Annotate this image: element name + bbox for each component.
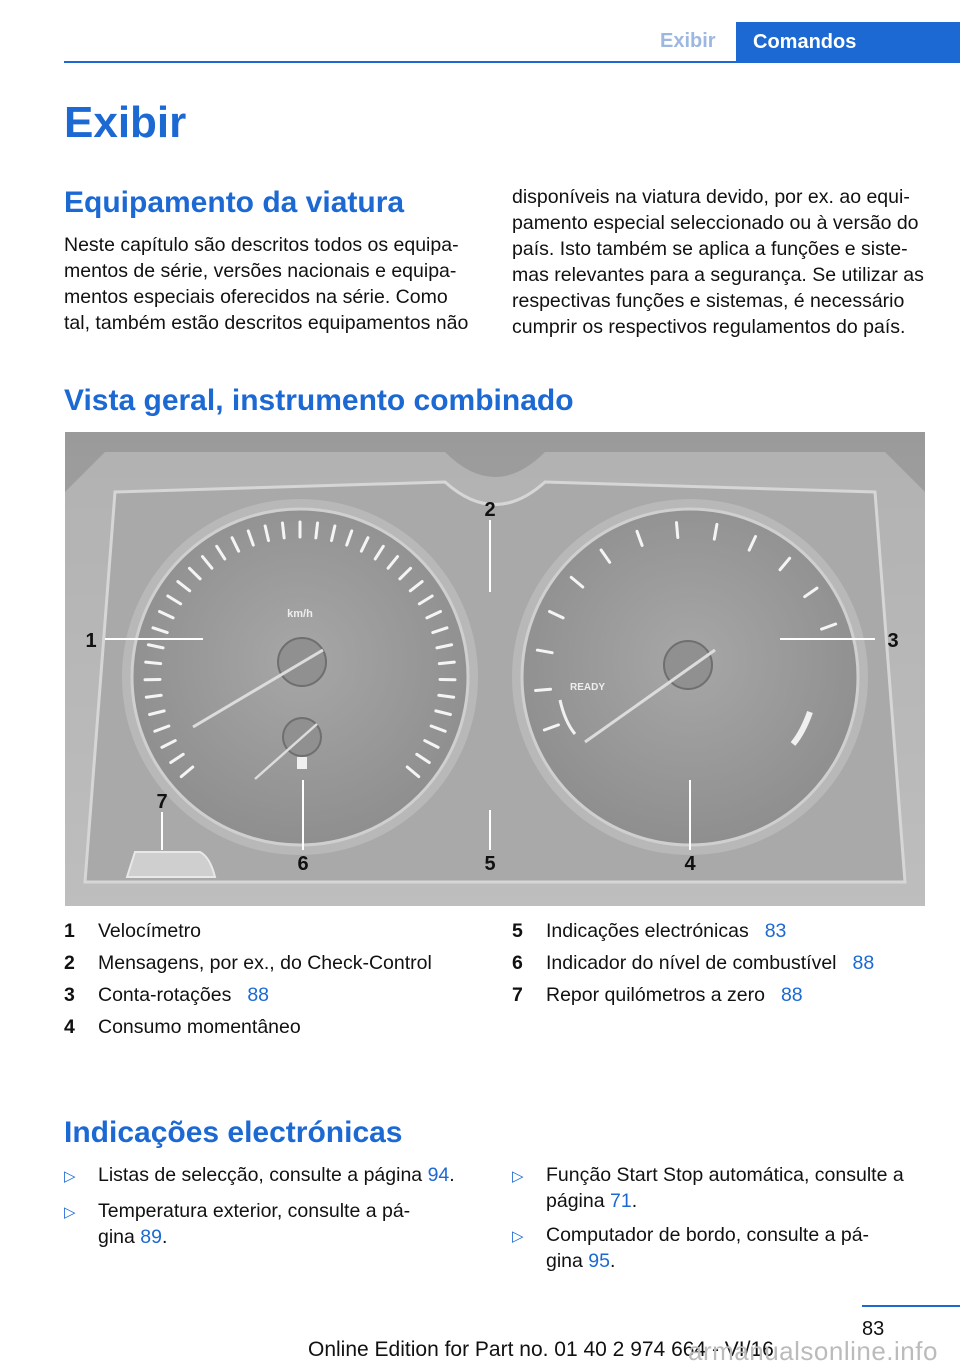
triangle-bullet-icon: ▷ bbox=[64, 1162, 98, 1190]
legend-text: Velocímetro bbox=[98, 915, 201, 947]
tab-comandos-label: Comandos bbox=[753, 31, 856, 53]
legend-item bbox=[64, 979, 484, 1011]
legend-text: Consumo momentâneo bbox=[98, 1011, 301, 1043]
callout-3: 3 bbox=[887, 630, 898, 652]
legend-num: 1 bbox=[64, 915, 98, 947]
text-line: mas relevantes para a segurança. Se utilizar as bbox=[512, 262, 942, 288]
legend-num: 4 bbox=[64, 1011, 98, 1043]
text-line: mentos especiais oferecidos na série. Como bbox=[64, 284, 484, 310]
page-ref-link[interactable]: 88 bbox=[781, 979, 803, 1011]
bullet-suffix: . bbox=[449, 1164, 454, 1186]
header-rule bbox=[64, 61, 960, 63]
triangle-bullet-icon: ▷ bbox=[512, 1222, 546, 1274]
legend-item bbox=[512, 947, 942, 979]
legend-item bbox=[64, 915, 484, 947]
page-title: Exibir bbox=[64, 98, 186, 148]
callout-6: 6 bbox=[297, 853, 308, 875]
text-line: Neste capítulo são descritos todos os equipa- bbox=[64, 232, 484, 258]
intro-column-1 bbox=[64, 232, 484, 336]
page-ref-link[interactable]: 88 bbox=[247, 979, 269, 1011]
gauge-tick bbox=[282, 523, 284, 538]
gauge-tick bbox=[439, 662, 454, 663]
bullet-text: Função Start Stop automática, consulte a bbox=[546, 1164, 904, 1186]
callout-4: 4 bbox=[684, 853, 696, 875]
page-number: 83 bbox=[862, 1318, 884, 1341]
text-line: respectivas funções e sistemas, é necessário bbox=[512, 288, 942, 314]
list-item bbox=[512, 1162, 942, 1214]
text-line: mentos de série, versões nacionais e equipa- bbox=[64, 258, 484, 284]
text-line: tal, também estão descritos equipamentos não bbox=[64, 310, 484, 336]
legend-left bbox=[64, 915, 484, 1043]
legend-item bbox=[64, 1011, 484, 1043]
page-ref-link[interactable]: 89 bbox=[140, 1226, 162, 1248]
legend-num: 5 bbox=[512, 915, 546, 947]
instrument-cluster-figure bbox=[65, 432, 925, 906]
legend-item bbox=[512, 915, 942, 947]
legend-text: Mensagens, por ex., do Check-Control bbox=[98, 947, 432, 979]
bullet-text: Temperatura exterior, consulte a pá- bbox=[98, 1200, 410, 1222]
footer-rule bbox=[862, 1305, 960, 1307]
legend-num: 6 bbox=[512, 947, 546, 979]
gauge-tick bbox=[146, 695, 161, 697]
legend-item bbox=[64, 947, 484, 979]
gauge-tick bbox=[439, 695, 454, 697]
bullets-right bbox=[512, 1162, 942, 1282]
gauge-tick bbox=[536, 689, 551, 690]
watermark: armanualsonline.info bbox=[688, 1336, 938, 1367]
bullet-suffix: . bbox=[632, 1190, 637, 1212]
legend-num: 7 bbox=[512, 979, 546, 1011]
gauge-tick bbox=[146, 662, 161, 663]
legend-item bbox=[512, 979, 942, 1011]
intro-column-2 bbox=[512, 184, 942, 340]
list-item bbox=[64, 1162, 484, 1190]
callout-2: 2 bbox=[484, 499, 495, 521]
ready-label: READY bbox=[570, 682, 605, 693]
legend-text: Indicador do nível de combustível bbox=[546, 947, 837, 979]
gauge-tick bbox=[676, 523, 677, 538]
heading-vista-geral: Vista geral, instrumento combinado bbox=[64, 384, 574, 418]
legend-right bbox=[512, 915, 942, 1011]
bullet-text: Computador de bordo, consulte a pá- bbox=[546, 1224, 869, 1246]
text-line: pamento especial seleccionado ou à versão do bbox=[512, 210, 942, 236]
legend-num: 2 bbox=[64, 947, 98, 979]
page-ref-link[interactable]: 94 bbox=[428, 1164, 450, 1186]
bullet-text: Listas de selecção, consulte a página bbox=[98, 1164, 428, 1186]
legend-num: 3 bbox=[64, 979, 98, 1011]
tab-exibir[interactable]: Exibir bbox=[660, 30, 716, 53]
callout-1: 1 bbox=[85, 630, 96, 652]
legend-text: Repor quilómetros a zero bbox=[546, 979, 765, 1011]
bullets-left bbox=[64, 1162, 484, 1258]
page-ref-link[interactable]: 95 bbox=[588, 1250, 610, 1272]
bullet-text: página bbox=[546, 1190, 610, 1212]
edition-note: Online Edition for Part no. 01 40 2 974 664 - VI/16 bbox=[308, 1338, 774, 1362]
gauge-tick bbox=[316, 523, 318, 538]
bullet-suffix: . bbox=[610, 1250, 615, 1272]
heading-indicacoes: Indicações electrónicas bbox=[64, 1116, 403, 1150]
bullet-suffix: . bbox=[162, 1226, 167, 1248]
page-ref-link[interactable]: 88 bbox=[853, 947, 875, 979]
callout-7: 7 bbox=[156, 791, 167, 813]
legend-text: Indicações electrónicas bbox=[546, 915, 749, 947]
text-line: disponíveis na viatura devido, por ex. ao equi- bbox=[512, 184, 942, 210]
fuel-pump-icon bbox=[297, 757, 307, 769]
bullet-text: gina bbox=[98, 1226, 140, 1248]
page-ref-link[interactable]: 83 bbox=[765, 915, 787, 947]
tab-comandos[interactable] bbox=[736, 22, 960, 63]
speed-unit-label: km/h bbox=[287, 608, 313, 620]
legend-text: Conta-rotações bbox=[98, 979, 231, 1011]
text-line: país. Isto também se aplica a funções e siste- bbox=[512, 236, 942, 262]
text-line: cumprir os respectivos regulamentos do país. bbox=[512, 314, 942, 340]
list-item bbox=[64, 1198, 484, 1250]
list-item bbox=[512, 1222, 942, 1274]
callout-5: 5 bbox=[484, 853, 495, 875]
triangle-bullet-icon: ▷ bbox=[64, 1198, 98, 1250]
bullet-text: gina bbox=[546, 1250, 588, 1272]
heading-equipamento: Equipamento da viatura bbox=[64, 186, 404, 220]
page-ref-link[interactable]: 71 bbox=[610, 1190, 632, 1212]
triangle-bullet-icon: ▷ bbox=[512, 1162, 546, 1214]
